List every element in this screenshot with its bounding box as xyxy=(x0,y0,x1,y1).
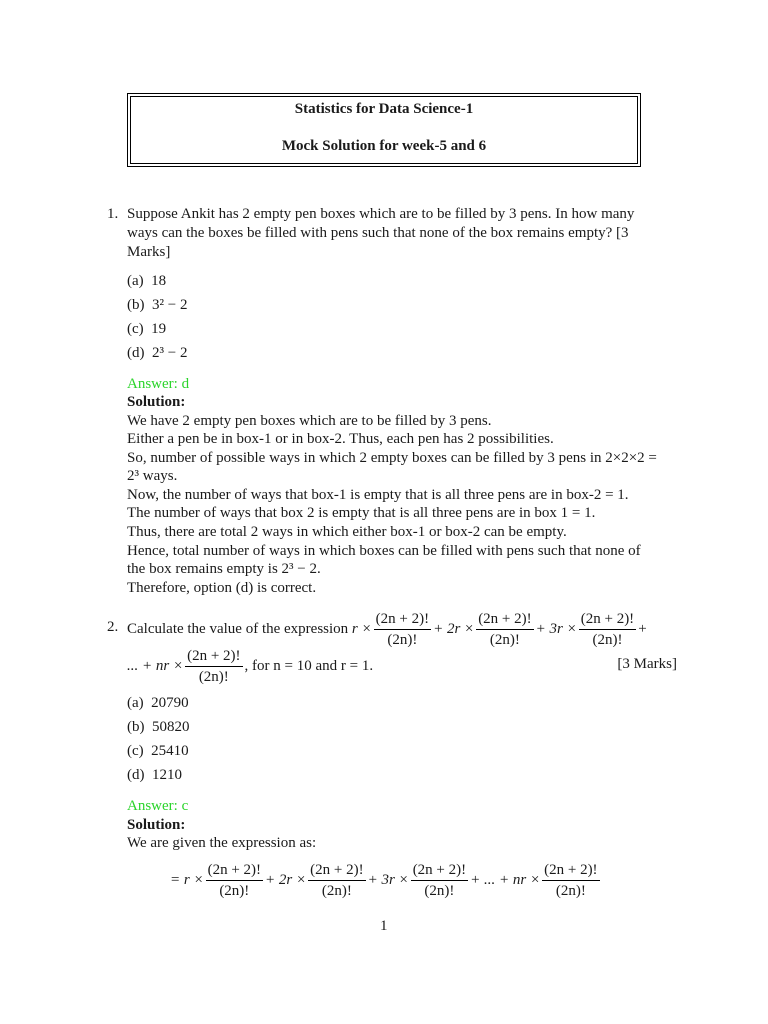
page-number: 1 xyxy=(380,918,388,934)
q2-fraction xyxy=(579,610,636,649)
q2-solution-heading: Solution: xyxy=(127,817,186,833)
fraction-numerator: (2n + 2)! xyxy=(308,861,365,881)
fraction-numerator: (2n + 2)! xyxy=(374,610,431,630)
fraction-denominator: (2n)! xyxy=(219,882,250,899)
q1-solution-heading: Solution: xyxy=(127,394,186,410)
q2-fraction xyxy=(185,647,242,686)
q1-option-c-value: 19 xyxy=(151,321,167,337)
q1-option-b-label: (b) xyxy=(127,297,145,313)
q1-option-a xyxy=(127,273,166,290)
q1-option-b-value: 3² − 2 xyxy=(152,297,188,313)
question-1-text-line1: Suppose Ankit has 2 empty pen boxes which are to be filled by 3 pens. In how many xyxy=(127,206,635,222)
eq-fraction xyxy=(206,861,263,900)
q1-solution-line: 2³ ways. xyxy=(127,468,178,484)
q1-option-c-label: (c) xyxy=(127,321,144,337)
q1-option-b xyxy=(127,297,187,314)
q1-solution-line: Thus, there are total 2 ways in which either box-1 or box-2 can be empty. xyxy=(127,524,567,540)
q1-solution-line: the box remains empty is 2³ − 2. xyxy=(127,561,321,577)
q2-option-c-label: (c) xyxy=(127,743,144,759)
fraction-numerator: (2n + 2)! xyxy=(185,647,242,667)
q2-option-b-label: (b) xyxy=(127,719,145,735)
q1-option-d-label: (d) xyxy=(127,345,145,361)
eq-term4: + ... + nr × xyxy=(470,871,541,888)
q2-expression-line1 xyxy=(127,609,647,649)
q2-solution-equation xyxy=(170,860,602,900)
fraction-numerator: (2n + 2)! xyxy=(411,861,468,881)
q1-solution-line: The number of ways that box 2 is empty that is all three pens are in box 1 = 1. xyxy=(127,505,596,521)
q2-option-b-value: 50820 xyxy=(152,719,190,735)
eq-fraction xyxy=(542,861,599,900)
fraction-denominator: (2n)! xyxy=(321,882,352,899)
q2-option-c-value: 25410 xyxy=(151,743,189,759)
fraction-denominator: (2n)! xyxy=(489,631,520,648)
document-title: Statistics for Data Science-1 xyxy=(294,101,474,117)
q2-term2: + 2r × xyxy=(433,620,475,637)
q1-option-a-value: 18 xyxy=(151,273,167,289)
q1-answer: Answer: d xyxy=(127,376,190,392)
q1-option-d-value: 2³ − 2 xyxy=(152,345,188,361)
title-box-inner xyxy=(130,96,638,164)
q2-term3: + 3r × xyxy=(535,620,577,637)
q2-option-d-value: 1210 xyxy=(152,767,182,783)
q1-option-a-label: (a) xyxy=(127,273,144,289)
question-1-text-line2: ways can the boxes be filled with pens such that none of the box remains empty? [3 xyxy=(127,225,629,241)
q1-solution-line: Either a pen be in box-1 or in box-2. Thus, each pen has 2 possibilities. xyxy=(127,431,554,447)
q1-solution-line: Therefore, option (d) is correct. xyxy=(127,580,317,596)
q2-option-b xyxy=(127,719,190,736)
title-box xyxy=(127,93,641,167)
q1-solution-line: Now, the number of ways that box-1 is empty that is all three pens are in box-2 = 1. xyxy=(127,487,629,503)
q2-term-end: + xyxy=(638,620,647,637)
q1-solution-line: Hence, total number of ways in which boxes can be filled with pens such that none of xyxy=(127,543,641,559)
fraction-numerator: (2n + 2)! xyxy=(542,861,599,881)
q2-lead-text: Calculate the value of the expression xyxy=(127,620,349,637)
question-1-text-line3: Marks] xyxy=(127,244,171,260)
eq-term3: + 3r × xyxy=(367,871,409,888)
fraction-numerator: (2n + 2)! xyxy=(476,610,533,630)
fraction-denominator: (2n)! xyxy=(387,631,418,648)
eq-term2: + 2r × xyxy=(265,871,307,888)
q2-option-d xyxy=(127,767,182,784)
q2-expression-line2 xyxy=(127,646,373,686)
q2-solution-intro: We are given the expression as: xyxy=(127,835,317,851)
q1-solution-line: We have 2 empty pen boxes which are to be filled by 3 pens. xyxy=(127,413,492,429)
q1-option-c xyxy=(127,321,166,338)
q2-term1: r × xyxy=(351,620,372,637)
q1-solution-line: So, number of possible ways in which 2 empty boxes can be filled by 3 pens in 2×2×2 = xyxy=(127,450,657,466)
q1-option-d xyxy=(127,345,187,362)
fraction-denominator: (2n)! xyxy=(198,668,229,685)
eq-fraction xyxy=(308,861,365,900)
q2-marks: [3 Marks] xyxy=(617,656,677,672)
q2-option-c xyxy=(127,743,189,760)
fraction-denominator: (2n)! xyxy=(555,882,586,899)
fraction-denominator: (2n)! xyxy=(592,631,623,648)
q2-fraction xyxy=(476,610,533,649)
q2-option-a-label: (a) xyxy=(127,695,144,711)
q2-option-a-value: 20790 xyxy=(151,695,189,711)
document-subtitle: Mock Solution for week-5 and 6 xyxy=(281,138,487,154)
q2-option-d-label: (d) xyxy=(127,767,145,783)
q2-option-a xyxy=(127,695,189,712)
q2-answer: Answer: c xyxy=(127,798,189,814)
q2-line2-start: ... + nr × xyxy=(127,657,184,674)
question-1-number: 1. xyxy=(107,206,119,222)
eq-start: = r × xyxy=(170,871,204,888)
q2-fraction xyxy=(374,610,431,649)
question-2-number: 2. xyxy=(107,619,119,635)
fraction-numerator: (2n + 2)! xyxy=(579,610,636,630)
q2-line2-end: , for n = 10 and r = 1. xyxy=(244,657,374,674)
fraction-numerator: (2n + 2)! xyxy=(206,861,263,881)
fraction-denominator: (2n)! xyxy=(424,882,455,899)
eq-fraction xyxy=(411,861,468,900)
